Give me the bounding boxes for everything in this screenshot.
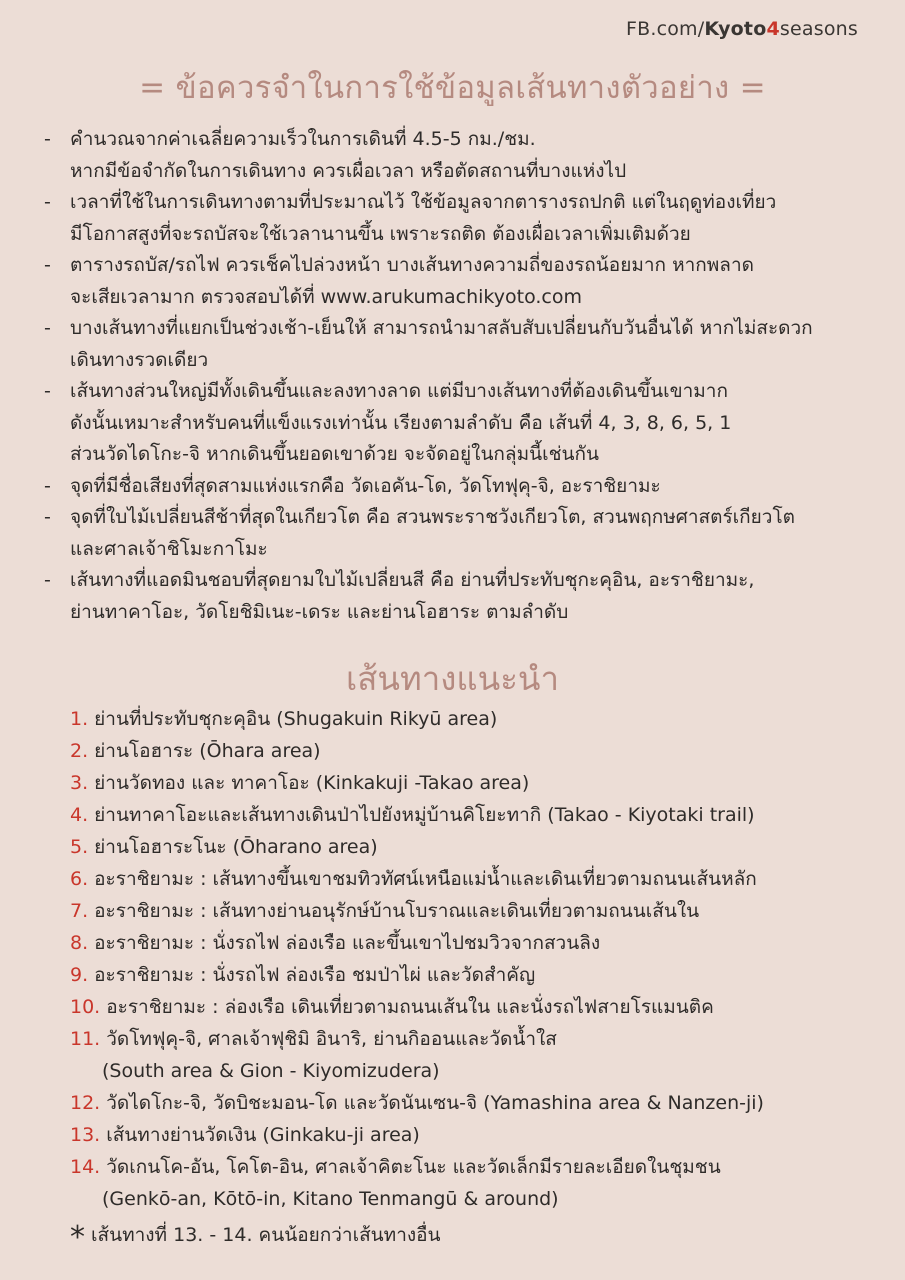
route-text: ย่านโอฮาระโนะ (Ōharano area) — [94, 836, 378, 858]
route-item — [70, 1023, 890, 1087]
route-item — [70, 735, 890, 767]
page-title: = ข้อควรจำในการใช้ข้อมูลเส้นทางตัวอย่าง = — [139, 70, 766, 106]
route-text: อะราชิยามะ : นั่งรถไฟ ล่องเรือ ชมป่าไผ่ และวัดสำคัญ — [94, 964, 536, 986]
route-number: 6. — [70, 868, 89, 890]
note-line: จุดที่มีชื่อเสียงที่สุดสามแห่งแรกคือ วัดเอคัน-โด, วัดโทฟุคุ-จิ, อะราชิยามะ — [70, 474, 661, 497]
route-number: 2. — [70, 740, 89, 762]
asterisk-icon: * — [70, 1220, 85, 1255]
route-text: วัดไดโกะ-จิ, วัดบิชะมอน-โด และวัดนันเซน-จิ (Yamashina area & Nanzen-ji) — [106, 1092, 764, 1114]
route-text: เส้นทางย่านวัดเงิน (Ginkaku-ji area) — [106, 1124, 420, 1146]
route-number: 11. — [70, 1028, 101, 1050]
note-item — [44, 565, 894, 628]
route-item — [70, 1151, 890, 1215]
note-line: มีโอกาสสูงที่จะรถบัสจะใช้เวลานานขึ้น เพราะรถติด ต้องเผื่อเวลาเพิ่มเติมด้วย — [70, 222, 691, 245]
note-line: เดินทางรวดเดียว — [70, 348, 209, 371]
route-number: 10. — [70, 996, 101, 1018]
route-item — [70, 991, 890, 1023]
footnote — [70, 1220, 441, 1255]
route-item — [70, 895, 890, 927]
route-number: 14. — [70, 1156, 101, 1178]
brand-name-four: 4 — [766, 18, 780, 40]
section-title-recommended-routes: เส้นทางแนะนำ — [345, 659, 560, 698]
note-dash: - — [44, 128, 51, 150]
note-line: จุดที่ใบไม้เปลี่ยนสีช้าที่สุดในเกียวโต คือ สวนพระราชวังเกียวโต, สวนพฤกษศาสตร์เกียวโต — [70, 506, 796, 528]
route-number: 4. — [70, 804, 89, 826]
note-dash: - — [44, 191, 51, 213]
route-text: อะราชิยามะ : ล่องเรือ เดินเที่ยวตามถนนเส้นใน และนั่งรถไฟสายโรแมนติค — [106, 996, 714, 1018]
note-dash: - — [44, 254, 51, 276]
route-number: 13. — [70, 1124, 101, 1146]
route-text: ย่านโอฮาระ (Ōhara area) — [94, 740, 321, 762]
route-item — [70, 927, 890, 959]
note-line: คำนวณจากค่าเฉลี่ยความเร็วในการเดินที่ 4.5-5 กม./ชม. — [70, 128, 536, 150]
note-item — [44, 376, 894, 471]
route-item — [70, 1087, 890, 1119]
note-item — [44, 471, 894, 503]
note-dash: - — [44, 317, 51, 339]
note-item — [44, 250, 894, 313]
route-item — [70, 863, 890, 895]
brand-prefix: FB.com/ — [625, 18, 705, 40]
note-line: ดังนั้นเหมาะสำหรับคนที่แข็งแรงเท่านั้น เรียงตามลำดับ คือ เส้นที่ 4, 3, 8, 6, 5, 1 — [70, 411, 732, 434]
route-subtext: (South area & Gion - Kiyomizudera) — [102, 1060, 440, 1082]
routes-list — [70, 703, 890, 1215]
route-subtext: (Genkō-an, Kōtō-in, Kitano Tenmangū & around) — [102, 1188, 559, 1210]
route-text: ย่านที่ประทับชุกะคุอิน (Shugakuin Rikyū area) — [94, 708, 498, 730]
route-text: อะราชิยามะ : เส้นทางขึ้นเขาชมทิวทัศน์เหนือแม่น้ำและเดินเที่ยวตามถนนเส้นหลัก — [94, 868, 757, 890]
route-item — [70, 767, 890, 799]
note-line: เวลาที่ใช้ในการเดินทางตามที่ประมาณไว้ ใช้ข้อมูลจากตารางรถปกติ แต่ในฤดูท่องเที่ยว — [70, 191, 777, 213]
route-number: 12. — [70, 1092, 101, 1114]
route-item — [70, 959, 890, 991]
note-line: ตารางรถบัส/รถไฟ ควรเช็คไปล่วงหน้า บางเส้นทางความถี่ของรถน้อยมาก หากพลาด — [70, 254, 754, 276]
route-number: 8. — [70, 932, 89, 954]
route-item — [70, 1119, 890, 1151]
route-item — [70, 703, 890, 735]
note-line: เส้นทางที่แอดมินชอบที่สุดยามใบไม้เปลี่ยนสี คือ ย่านที่ประทับชุกะคุอิน, อะราชิยามะ, — [70, 569, 755, 591]
brand-name-b: seasons — [779, 18, 858, 40]
note-item — [44, 124, 894, 187]
note-line: ส่วนวัดไดโกะ-จิ หากเดินขึ้นยอดเขาด้วย จะจัดอยู่ในกลุ่มนี้เช่นกัน — [70, 443, 599, 465]
footnote-text: เส้นทางที่ 13. - 14. คนน้อยกว่าเส้นทางอื่น — [91, 1224, 441, 1246]
brand-name-a: Kyoto — [704, 18, 767, 40]
note-dash: - — [44, 474, 51, 497]
route-number: 1. — [70, 708, 89, 730]
note-dash: - — [44, 380, 51, 402]
route-text: วัดโทฟุคุ-จิ, ศาลเจ้าฟุชิมิ อินาริ, ย่านกิออนและวัดน้ำใส — [106, 1028, 557, 1050]
route-text: อะราชิยามะ : เส้นทางย่านอนุรักษ์บ้านโบราณและเดินเที่ยวตามถนนเส้นใน — [94, 900, 700, 922]
route-number: 7. — [70, 900, 89, 922]
brand-link — [626, 18, 858, 40]
route-number: 5. — [70, 836, 89, 858]
note-line: เส้นทางส่วนใหญ่มีทั้งเดินขึ้นและลงทางลาด แต่มีบางเส้นทางที่ต้องเดินขึ้นเขามาก — [70, 380, 728, 402]
route-number: 9. — [70, 964, 89, 986]
route-number: 3. — [70, 772, 89, 794]
route-text: ย่านวัดทอง และ ทาคาโอะ (Kinkakuji -Takao area) — [94, 772, 530, 794]
note-item — [44, 502, 894, 565]
route-text: วัดเกนโค-อัน, โคโต-อิน, ศาลเจ้าคิตะโนะ และวัดเล็กมีรายละเอียดในชุมชน — [106, 1156, 721, 1178]
route-item — [70, 799, 890, 831]
note-line: จะเสียเวลามาก ตรวจสอบได้ที่ www.arukumachikyoto.com — [70, 285, 582, 308]
note-item — [44, 187, 894, 250]
note-line: และศาลเจ้าชิโมะกาโมะ — [70, 537, 268, 560]
note-line: ย่านทาคาโอะ, วัดโยชิมิเนะ-เดระ และย่านโอฮาระ ตามลำดับ — [70, 600, 569, 623]
route-text: ย่านทาคาโอะและเส้นทางเดินป่าไปยังหมู่บ้านคิโยะทากิ (Takao - Kiyotaki trail) — [94, 804, 755, 826]
notes-list — [44, 124, 894, 628]
note-dash: - — [44, 506, 51, 528]
note-dash: - — [44, 569, 51, 591]
note-line: หากมีข้อจำกัดในการเดินทาง ควรเผื่อเวลา หรือตัดสถานที่บางแห่งไป — [70, 159, 627, 182]
note-line: บางเส้นทางที่แยกเป็นช่วงเช้า-เย็นให้ สามารถนำมาสลับสับเปลี่ยนกับวันอื่นได้ หากไม่สะดวก — [70, 317, 813, 339]
note-item — [44, 313, 894, 376]
route-text: อะราชิยามะ : นั่งรถไฟ ล่องเรือ และขึ้นเขาไปชมวิวจากสวนลิง — [94, 932, 601, 954]
route-item — [70, 831, 890, 863]
